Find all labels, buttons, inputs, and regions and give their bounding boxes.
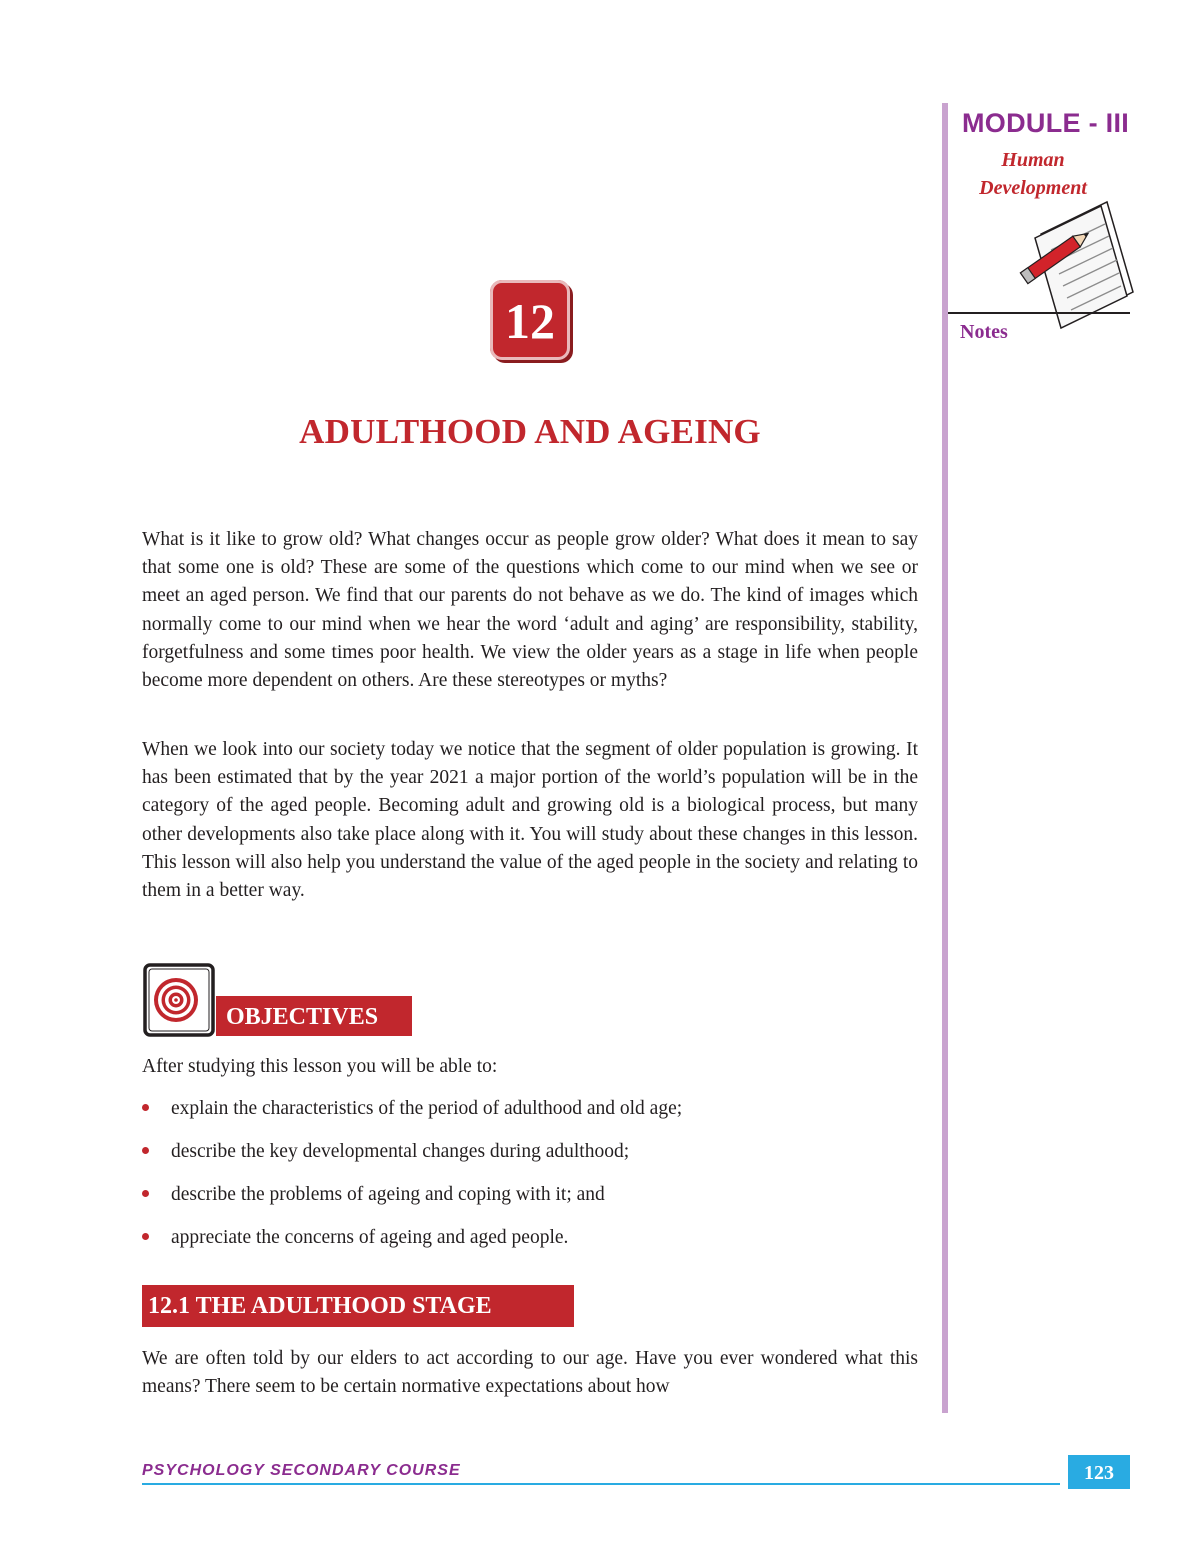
- objective-text: explain the characteristics of the period of adulthood and old age;: [171, 1098, 683, 1119]
- target-icon: [142, 962, 216, 1038]
- chapter-number: 12: [505, 293, 555, 349]
- bullet-icon: [142, 1104, 149, 1111]
- page-number: 123: [1084, 1462, 1114, 1484]
- notes-rule: [948, 312, 1130, 314]
- intro-paragraph-2: When we look into our society today we notice that the segment of older population is growing. It has been estimated that by the year 2021 a major portion of the world’s population will be in the category of the aged people. Becoming adult and growing old is a biological process, but many other developments also take place along with it. You will study about these changes in this lesson. This lesson will also help you understand the value of the aged people in the society and relating to them in a better way.: [142, 739, 918, 902]
- objective-text: describe the key developmental changes during adulthood;: [171, 1141, 630, 1162]
- objectives-heading: OBJECTIVES: [216, 996, 412, 1036]
- bullet-icon: [142, 1147, 149, 1154]
- footer-course-title: PSYCHOLOGY SECONDARY COURSE: [142, 1462, 461, 1479]
- bullet-icon: [142, 1233, 149, 1240]
- objective-text: describe the problems of ageing and coping with it; and: [171, 1184, 605, 1205]
- section-heading: 12.1 THE ADULTHOOD STAGE: [142, 1285, 574, 1327]
- module-subtitle-line2: Development: [979, 177, 1087, 199]
- margin-rule: [942, 103, 948, 1413]
- objective-item: [142, 1227, 568, 1249]
- notes-label: Notes: [960, 321, 1008, 343]
- section-paragraph-1: We are often told by our elders to act according to our age. Have you ever wondered what this means? There seem to be certain normative expectations about how: [142, 1348, 918, 1398]
- module-subtitle: [962, 146, 1104, 202]
- module-label: MODULE - III: [962, 108, 1130, 138]
- objective-item: [142, 1184, 605, 1206]
- objective-item: [142, 1141, 629, 1163]
- objectives-intro: After studying this lesson you will be able to:: [142, 1056, 498, 1077]
- notepad-pencil-icon: [1015, 196, 1137, 331]
- footer-rule: [142, 1483, 1060, 1485]
- chapter-title: ADULTHOOD AND AGEING: [299, 412, 761, 451]
- bullet-icon: [142, 1190, 149, 1197]
- intro-paragraph-1: What is it like to grow old? What changes occur as people grow older? What does it mean to say that some one is old? These are some of the questions which come to our mind when we see or meet an aged person. We find that our parents do not behave as we do. The kind of images which normally come to our mind when we hear the word ‘adult and aging’ are responsibility, stability, forgetfulness and some times poor health. We view the older years as a stage in life when people become more dependent on others. Are these stereotypes or myths?: [142, 529, 918, 692]
- objective-text: appreciate the concerns of ageing and aged people.: [171, 1227, 569, 1248]
- objective-item: [142, 1098, 682, 1120]
- module-subtitle-line1: Human: [1001, 149, 1065, 171]
